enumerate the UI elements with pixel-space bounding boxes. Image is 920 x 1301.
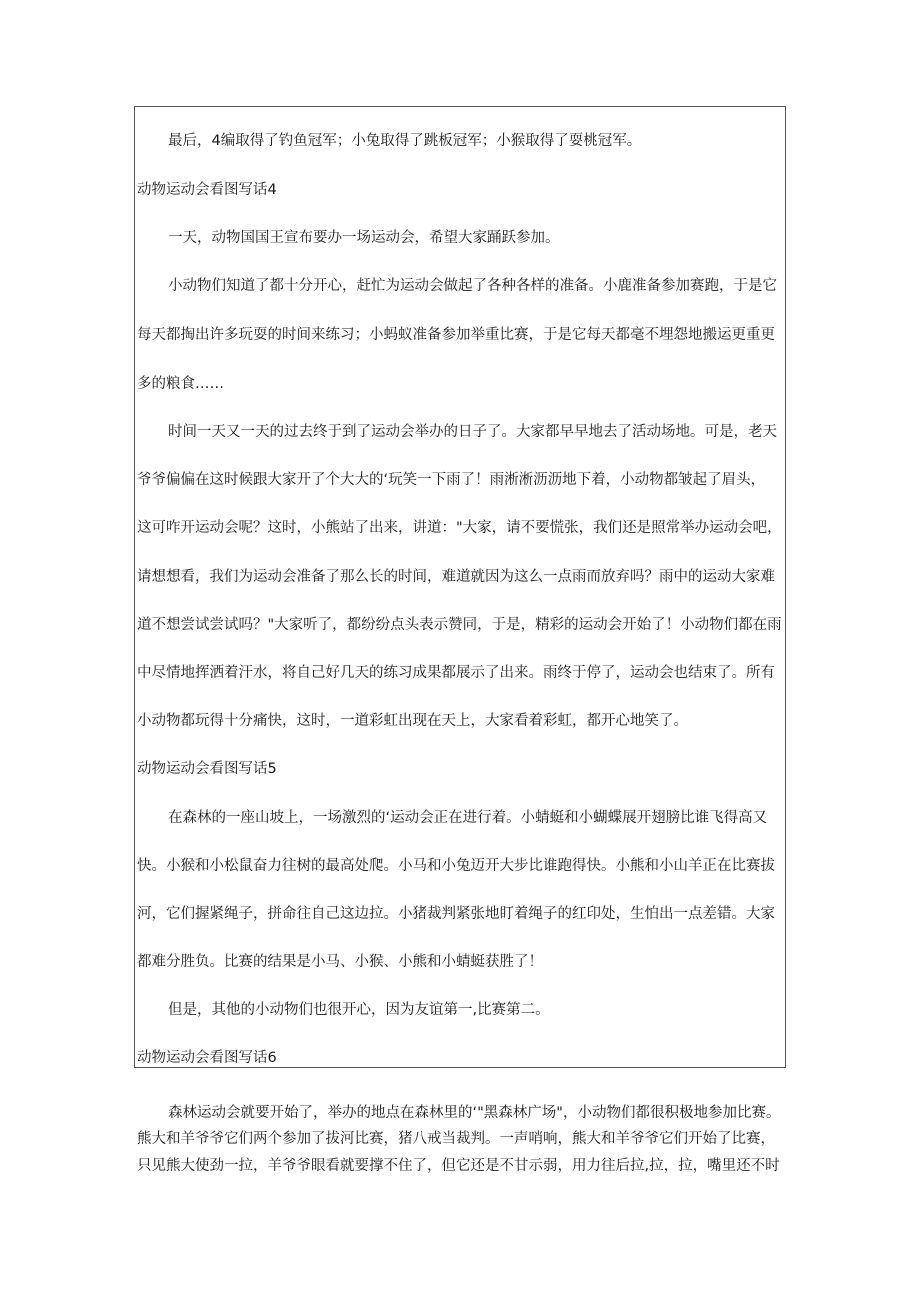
paragraph-4-2-line: 小动物们知道了都十分开心，赶忙为运动会做起了各种各样的准备。小鹿准备参加赛跑，于是它 [168, 278, 777, 294]
paragraph-4-2-line: 每天都掏出许多玩耍的时间来练习；小蚂蚁准备参加举重比赛，于是它每天都毫不埋怨地搬运更重更 [137, 327, 775, 343]
paragraph-4-3-line: 时间一天又一天的过去终于到了运动会举办的日子了。大家都早早地去了活动场地。可是，老天 [168, 424, 777, 440]
paragraph-4-2-line: 多的粮食…… [137, 376, 224, 392]
paragraph-5-1-line: 在森林的一座山坡上，一场激烈的‘运动会正在进行着。小蜻蜓和小蝴蝶展开翅膀比谁飞得高又 [168, 810, 768, 826]
paragraph-6-1-line: 熊大和羊爷爷它们两个参加了拔河比赛，猪八戒当裁判。一声哨响，熊大和羊爷爷它们开始了比赛， [137, 1131, 775, 1147]
paragraph-4-3-line: 这可咋开运动会呢？这时，小熊站了出来，讲道："大家，请不要慌张，我们还是照常举办运动会吧， [137, 520, 782, 536]
paragraph-4-3-line: 中尽情地挥洒着汗水，将自己好几天的练习成果都展示了出来。雨终于停了，运动会也结束了。所有 [137, 665, 775, 681]
paragraph-5-1-line: 快。小猴和小松鼠奋力往树的最高处爬。小马和小兔迈开大步比谁跑得快。小熊和小山羊正在比赛拔 [137, 858, 775, 874]
paragraph-6-1-line: 森林运动会就要开始了，举办的地点在森林里的‘"黑森林广场"，小动物们都很积极地参加比赛。 [168, 1105, 781, 1121]
paragraph-4-3-line: 道不想尝试尝试吗？"大家听了，都纷纷点头表示赞同，于是，精彩的运动会开始了！小动物们都在雨 [137, 617, 782, 633]
paragraph-final-results: 最后，4编取得了钓鱼冠军；小兔取得了跳板冠军；小猴取得了耍桃冠军。 [168, 133, 642, 149]
paragraph-5-2: 但是，其他的小动物们也很开心，因为友谊第一,比赛第二。 [168, 1002, 550, 1018]
heading-section-6: 动物运动会看图写话6 [137, 1050, 277, 1066]
paragraph-5-1-line: 都难分胜负。比赛的结果是小马、小猴、小熊和小蜻蜓获胜了！ [137, 954, 543, 970]
heading-section-5: 动物运动会看图写话5 [137, 761, 277, 777]
paragraph-5-1-line: 河，它们握紧绳子，拼命往自己这边拉。小猪裁判紧张地盯着绳子的红印处，生怕出一点差错。大家 [137, 906, 775, 922]
heading-section-4: 动物运动会看图写话4 [137, 182, 277, 198]
paragraph-4-3-line: 小动物都玩得十分痛快，这时，一道彩虹出现在天上，大家看着彩虹，都开心地笑了。 [137, 713, 688, 729]
paragraph-4-3-line: 请想想看，我们为运动会准备了那么长的时间，难道就因为这么一点雨而放弃吗？雨中的运动大家难 [137, 569, 775, 585]
paragraph-4-3-line: 爷爷偏偏在这时候跟大家开了个大大的‘玩笑一下雨了！雨淅淅沥沥地下着，小动物都皱起了眉头， [137, 472, 766, 488]
paragraph-6-1-line: 只见熊大使劲一拉，羊爷爷眼看就要撑不住了，但它还是不甘示弱，用力往后拉,拉，拉，嘴里还不时 [137, 1158, 780, 1174]
paragraph-4-1: 一天，动物国国王宣布要办一场运动会，希望大家踊跃参加。 [168, 230, 560, 246]
